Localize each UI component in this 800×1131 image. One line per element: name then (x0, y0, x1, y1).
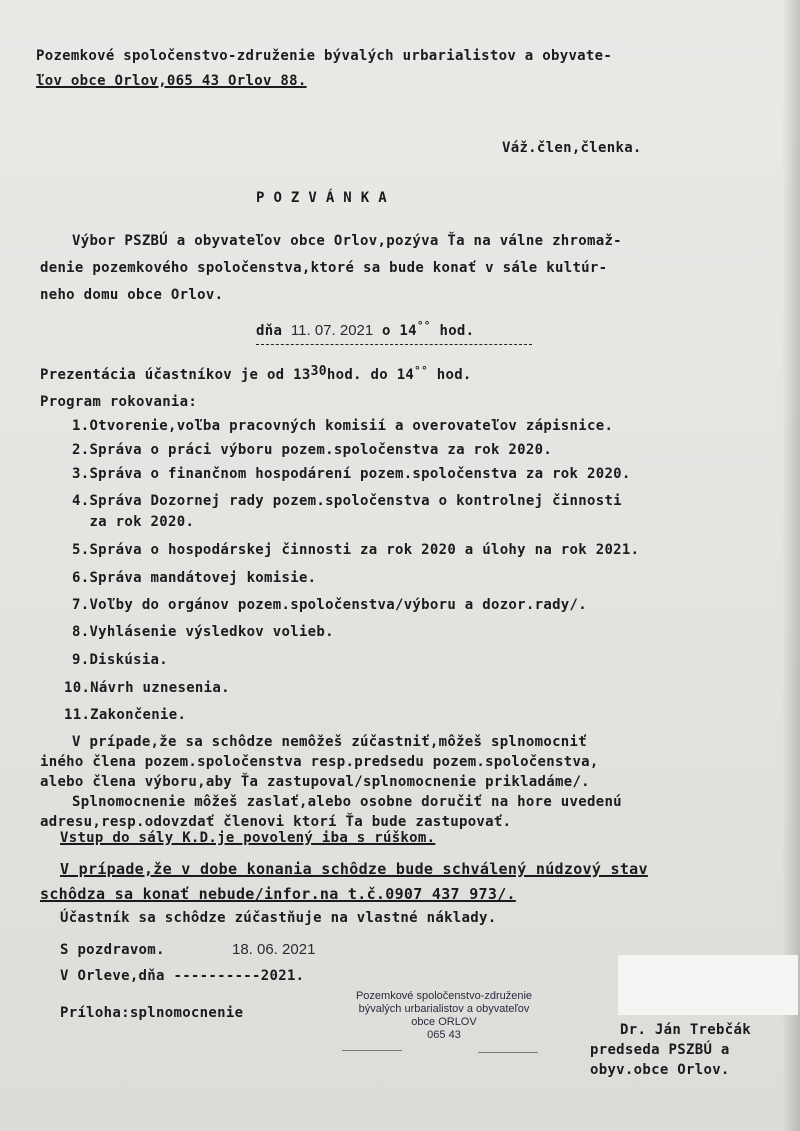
registration-end-sup: °° (414, 364, 429, 377)
program-item-1: 1.Otvorenie,voľba pracovných komisií a overovateľov zápisnice. (72, 418, 614, 434)
signatory-title: predseda PSZBÚ a (590, 1042, 730, 1058)
program-item-9: 9.Diskúsia. (72, 652, 169, 668)
date-underline (256, 344, 532, 345)
salutation: Váž.člen,členka. (502, 140, 642, 156)
program-item-10: 10.Návrh uznesenia. (64, 680, 230, 696)
meeting-time-suffix: hod. (439, 323, 475, 339)
stamp-line-4: 065 43 (427, 1029, 461, 1041)
header-line-2: ľov obce Orlov,065 43 Orlov 88. (36, 73, 307, 89)
proxy-line-2: iného člena pozem.spoločenstva resp.predsedu pozem.spoločenstva, (40, 754, 599, 770)
stamp-smudge-left (342, 1050, 402, 1051)
program-item-7: 7.Voľby do orgánov pozem.spoločenstva/výboru a dozor.rady/. (72, 597, 587, 613)
meeting-date-stamp: 11. 07. 2021 (290, 322, 374, 339)
place-date: V Orleve,dňa ----------2021. (60, 968, 305, 984)
program-heading: Program rokovania: (40, 394, 198, 410)
greeting-date-stamp: 18. 06. 2021 (232, 941, 316, 958)
registration-suffix: hod. (436, 367, 472, 383)
registration-prefix: Prezentácia účastníkov je od 13 (40, 367, 311, 383)
mask-notice: Vstup do sály K.D.je povolený iba s rúškom. (60, 830, 436, 846)
meeting-date-line (256, 319, 475, 339)
program-item-6: 6.Správa mandátovej komisie. (72, 570, 317, 586)
proxy-line-3: alebo člena výboru,aby Ťa zastupoval/splnomocnenie prikladáme/. (40, 774, 590, 790)
emergency-line-1: V prípade,že v dobe konania schôdze bude schválený núdzový stav (60, 860, 648, 878)
greeting: S pozdravom. (60, 942, 165, 958)
document-title: P O Z V Á N K A (256, 190, 387, 206)
header-line-1: Pozemkové spoločenstvo-združenie bývalých urbarialistov a obyvate- (36, 48, 613, 64)
registration-middle: hod. do 14 (326, 367, 415, 383)
stamp-line-1: Pozemkové spoločenstvo-združenie (355, 990, 533, 1002)
meeting-time-prefix: o 14 (381, 323, 417, 339)
signatory-name: Dr. Ján Trebčák (620, 1022, 751, 1038)
stamp-smudge-right (478, 1052, 538, 1053)
proxy-line-5: adresu,resp.odovzdať členovi ktorí Ťa bude zastupovať. (40, 814, 512, 830)
program-item-4-cont: za rok 2020. (72, 514, 195, 530)
program-item-4: 4.Správa Dozornej rady pozem.spoločenstva o kontrolnej činnosti (72, 493, 622, 509)
registration-line (40, 364, 472, 383)
intro-line-3: neho domu obce Orlov. (40, 287, 224, 303)
stamp-line-3: obce ORLOV (411, 1016, 477, 1028)
costs-notice: Účastník sa schôdze zúčastňuje na vlastné náklady. (60, 910, 497, 926)
redacted-signature (618, 955, 798, 1015)
proxy-line-4: Splnomocnenie môžeš zaslať,alebo osobne doručiť na hore uvedenú (72, 794, 622, 810)
program-item-3: 3.Správa o finančnom hospodárení pozem.spoločenstva za rok 2020. (72, 466, 631, 482)
stamp-line-2: bývalých urbarialistov a obyvateľov (358, 1003, 530, 1015)
program-item-8: 8.Vyhlásenie výsledkov volieb. (72, 624, 334, 640)
emergency-line-2: schôdza sa konať nebude/infor.na t.č.0907 437 973/. (40, 885, 516, 903)
meeting-date-prefix: dňa (256, 323, 283, 339)
attachment-note: Príloha:splnomocnenie (60, 1005, 244, 1021)
program-item-5: 5.Správa o hospodárskej činnosti za rok 2020 a úlohy na rok 2021. (72, 542, 640, 558)
intro-line-2: denie pozemkového spoločenstva,ktoré sa bude konať v sále kultúr- (40, 260, 608, 276)
intro-line-1: Výbor PSZBÚ a obyvateľov obce Orlov,pozýva Ťa na válne zhromaž- (72, 233, 622, 249)
registration-start-sup: 30 (310, 364, 327, 379)
program-item-2: 2.Správa o práci výboru pozem.spoločenstva za rok 2020. (72, 442, 553, 458)
signatory-org: obyv.obce Orlov. (590, 1062, 730, 1078)
program-item-11: 11.Zakončenie. (64, 707, 187, 723)
meeting-time-sup: °° (416, 319, 431, 332)
proxy-line-1: V prípade,že sa schôdze nemôžeš zúčastniť,môžeš splnomocniť (72, 734, 587, 750)
organization-stamp (338, 990, 550, 1042)
